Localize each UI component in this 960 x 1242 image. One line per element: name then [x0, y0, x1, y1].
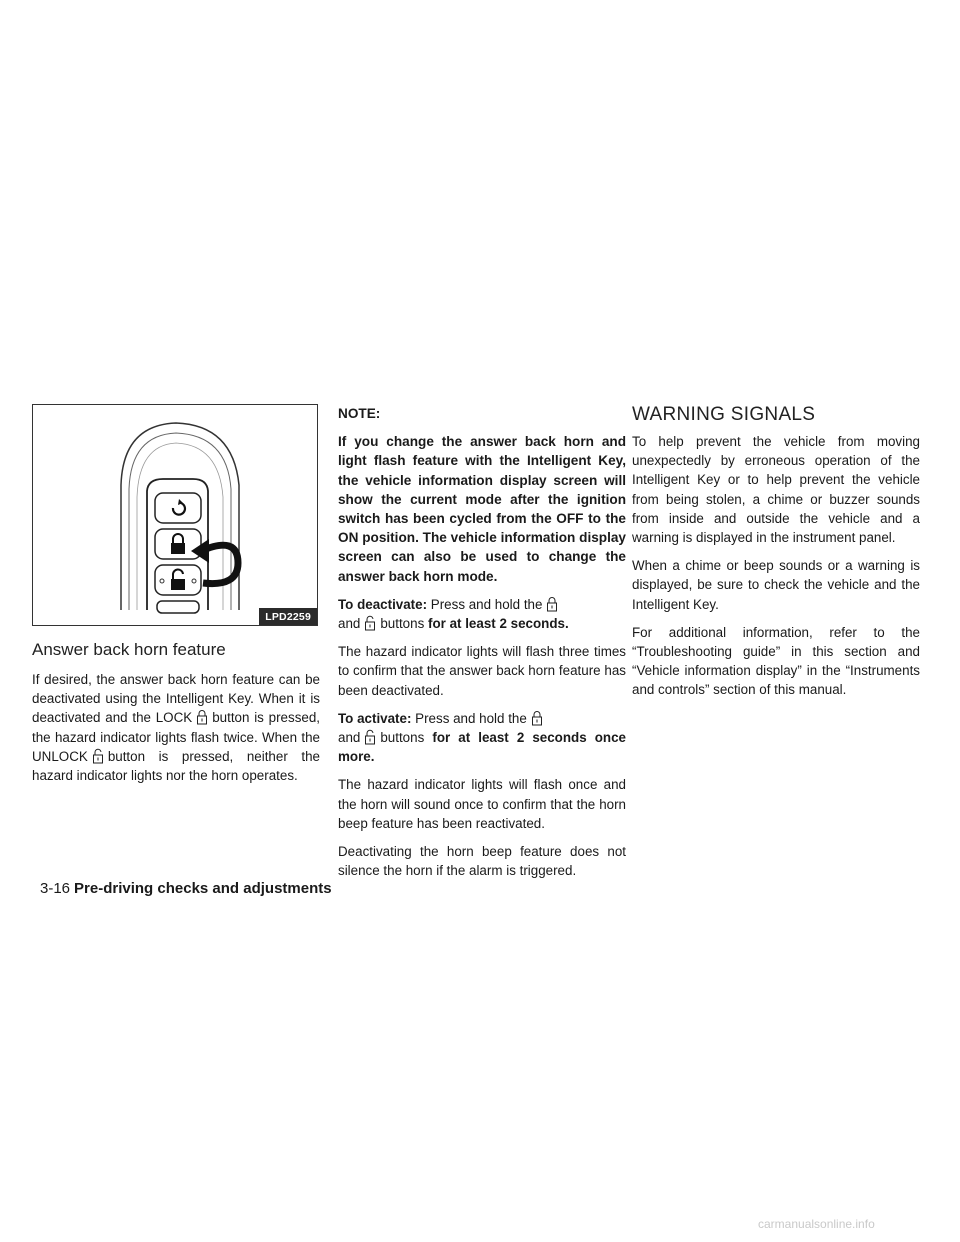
unlock-key-icon: [364, 729, 376, 745]
column-1: [32, 404, 320, 794]
watermark: carmanualsonline.info: [758, 1217, 875, 1231]
activate-result: The hazard indicator lights will flash once and the horn will sound once to confirm that the horn beep feature has been reactivated.: [338, 777, 626, 831]
note-label: NOTE:: [338, 406, 381, 421]
figure-label: LPD2259: [259, 608, 317, 625]
warning-paragraph-3: For additional information, refer to the “Troubleshooting guide” in this section and “Vehicle information display” in the “Instruments and controls” section of this manual.: [632, 624, 920, 698]
alarm-note: Deactivating the horn beep feature does not silence the horn if the alarm is triggered.: [338, 844, 626, 879]
lock-key-icon: [196, 709, 208, 725]
lock-key-icon: [531, 710, 543, 726]
page-number: 3-16: [40, 880, 71, 897]
chapter-title: Pre-driving checks and adjustments: [74, 880, 332, 897]
unlock-key-icon: [92, 748, 104, 764]
note-text: If you change the answer back horn and light flash feature with the Intelligent Key, the vehicle information display screen will show the current mode after the ignition switch has been cycled from the OFF to the ON position. The vehicle information display screen can also be used to change the answer back horn mode.: [338, 434, 626, 584]
unlock-key-icon: [364, 615, 376, 631]
deactivate-instruction: To deactivate: Press and hold the and buttons for at least 2 seconds.: [338, 596, 569, 632]
column-3: [632, 404, 920, 709]
column-2: [338, 404, 626, 889]
warning-paragraph-1: To help prevent the vehicle from moving unexpectedly by erroneous operation of the Intelligent Key or to help prevent the vehicle from being stolen, a chime or buzzer sounds from inside and outside the vehicle and a warning is displayed in the instrument panel.: [632, 434, 920, 546]
answer-back-description: If desired, the answer back horn feature can be deactivated using the Intelligent Key. When it is deactivated and the LOCK button is pressed, the hazard indicator lights flash twice. When the UNLOCK button is pressed, neither the hazard indicator lights nor the horn operates.: [32, 672, 321, 784]
section-heading: WARNING SIGNALS: [632, 404, 816, 425]
activate-instruction: To activate: Press and hold the and buttons for at least 2 seconds once more.: [338, 710, 626, 765]
lock-key-icon: [546, 596, 558, 612]
section-subheading: Answer back horn feature: [32, 640, 226, 659]
deactivate-result: The hazard indicator lights will flash three times to confirm that the answer back horn feature has been deactivated.: [338, 644, 626, 698]
page-footer: [40, 880, 332, 897]
warning-paragraph-2: When a chime or beep sounds or a warning is displayed, be sure to check the vehicle and the Intelligent Key.: [632, 558, 920, 612]
intelligent-key-illustration: [33, 405, 318, 626]
intelligent-key-figure: [32, 404, 318, 626]
